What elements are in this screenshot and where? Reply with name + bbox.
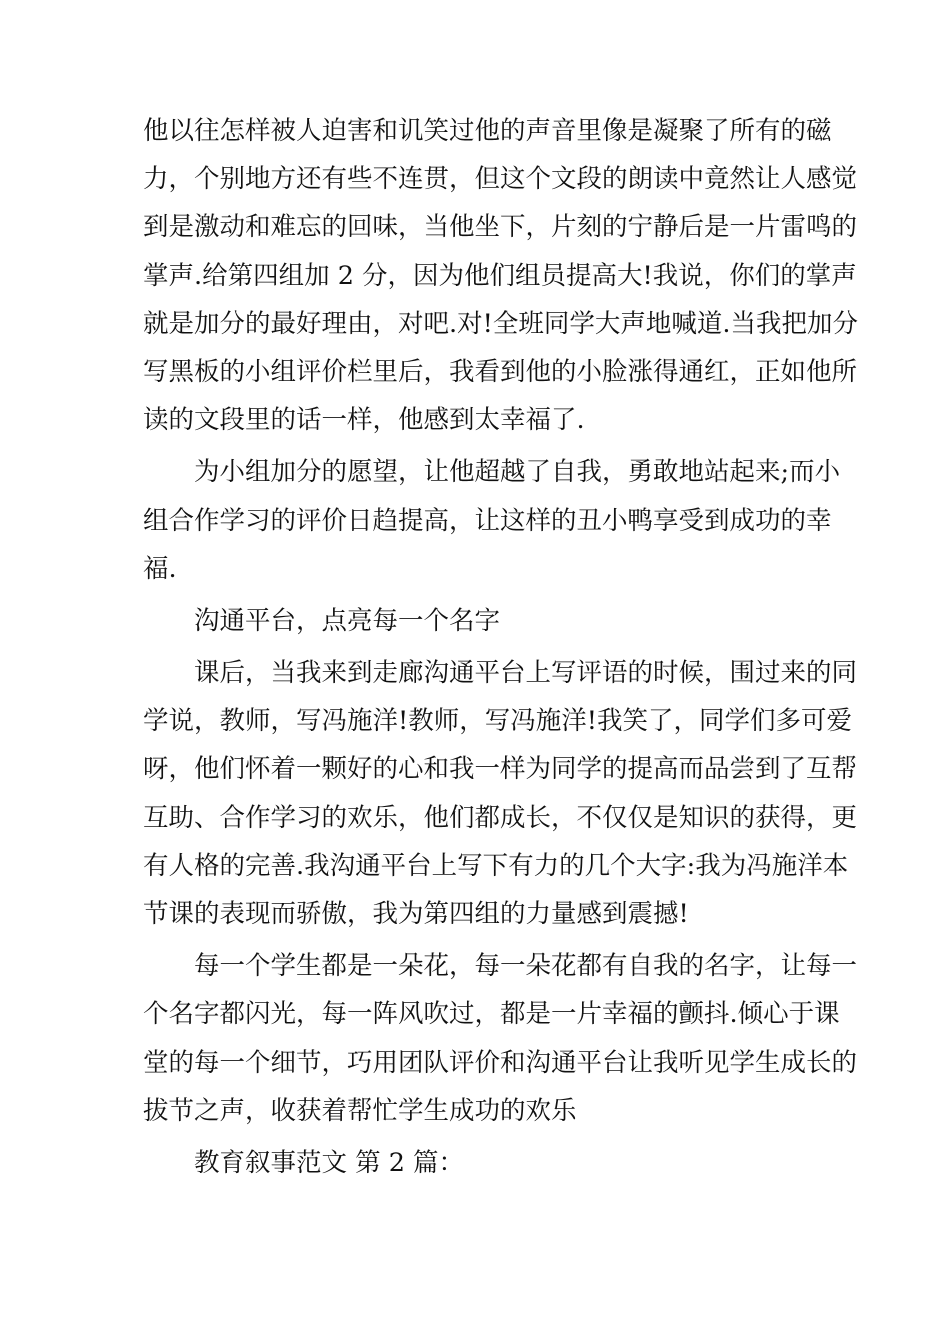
- text-line: 写黑板的小组评价栏里后，我看到他的小脸涨得通红，正如他所: [143, 356, 858, 387]
- text-line: 课后，当我来到走廊沟通平台上写评语的时候，围过来的同: [194, 658, 858, 689]
- text-line: 他以往怎样被人迫害和讥笑过他的声音里像是凝聚了所有的磁: [143, 116, 832, 146]
- text-line: 到是激动和难忘的回味，当他坐下，片刻的宁静后是一片雷鸣的: [143, 212, 858, 243]
- text-line: 拔节之声，收获着帮忙学生成功的欢乐: [143, 1095, 577, 1126]
- heading-line: 沟通平台，点亮每一个名字: [194, 605, 501, 636]
- text-line: 个名字都闪光，每一阵风吹过，都是一片幸福的颤抖.倾心于课: [143, 999, 840, 1030]
- text-line: 呀，他们怀着一颗好的心和我一样为同学的提高而品尝到了互帮: [143, 754, 858, 785]
- text-line: 学说，教师，写冯施洋!教师，写冯施洋!我笑了，同学们多可爱: [143, 706, 852, 737]
- section-heading: [143, 597, 818, 645]
- text-line: 就是加分的最好理由，对吧.对!全班同学大声地喊道.当我把加分: [143, 308, 858, 339]
- text-line: 为小组加分的愿望，让他超越了自我，勇敢地站起来;而小: [194, 457, 841, 488]
- text-line: 掌声.给第四组加 2 分，因为他们组员提高大!我说，你们的掌声: [143, 260, 857, 291]
- heading-line: 教育叙事范文 第 2 篇：: [194, 1147, 465, 1178]
- article-heading: [143, 1139, 818, 1187]
- text-line: 有人格的完善.我沟通平台上写下有力的几个大字:我为冯施洋本: [143, 850, 849, 881]
- paragraph-3: [143, 649, 858, 938]
- text-line: 福.: [143, 553, 177, 584]
- text-line: 读的文段里的话一样，他感到太幸福了.: [143, 405, 585, 436]
- text-line: 力，个别地方还有些不连贯，但这个文段的朗读中竟然让人感觉: [143, 164, 858, 195]
- paragraph-2: [143, 448, 841, 593]
- document-body: [143, 107, 858, 1187]
- text-line: 互助、合作学习的欢乐，他们都成长，不仅仅是知识的获得，更: [143, 802, 858, 833]
- paragraph-4: [143, 942, 858, 1135]
- text-line: 堂的每一个细节，巧用团队评价和沟通平台让我听见学生成长的: [143, 1047, 858, 1078]
- text-line: 节课的表现而骄傲，我为第四组的力量感到震撼!: [143, 899, 689, 929]
- paragraph-1: [143, 107, 858, 444]
- text-line: 每一个学生都是一朵花，每一朵花都有自我的名字，让每一: [194, 951, 858, 982]
- text-line: 组合作学习的评价日趋提高，让这样的丑小鸭享受到成功的幸: [143, 505, 832, 536]
